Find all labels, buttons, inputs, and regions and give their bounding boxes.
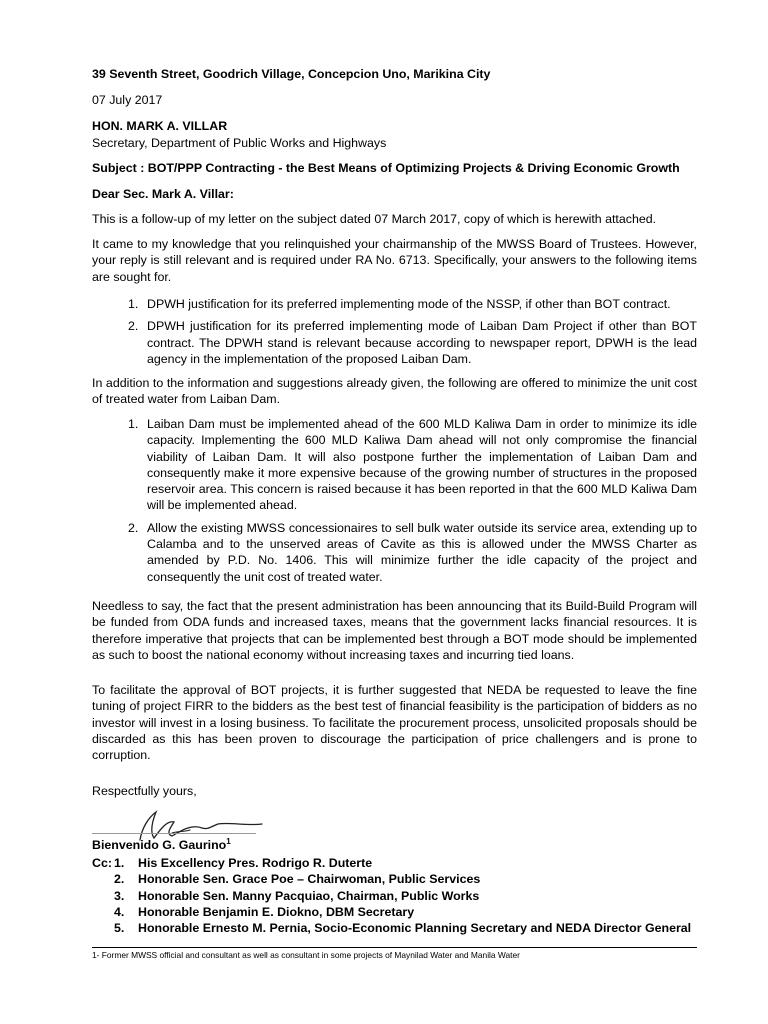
requested-items-list xyxy=(92,296,697,373)
list-item-number: 2. xyxy=(128,520,139,535)
cc-item-number: 3. xyxy=(114,888,125,903)
list-item-text: Laiban Dam must be implemented ahead of the 600 MLD Kaliwa Dam in order to minimize its idle capacity. Implementing the 600 MLD Kaliwa Dam ahead will not only compromise the financial viability of Laiban Dam. It will also postpone further the implementation of Laiban Dam and consequently make it more expensive because of the growing number of structures in the proposed reservoir area. This concern is raised because it has been reported in that the 600 MLD Kaliwa Dam will be implemented ahead. xyxy=(147,417,697,513)
signer-name xyxy=(92,834,231,853)
paragraph-4: Needless to say, the fact that the present administration has been announcing that its Build-Build Program will be funded from ODA funds and increased taxes, means that the government lacks financial resources. It is therefore imperative that projects that can be implemented best through a BOT mode should be implemented as such to boost the national economy without increasing taxes and incurring tied loans. xyxy=(92,599,697,662)
cc-item-text: Honorable Ernesto M. Pernia, Socio-Economic Planning Secretary and NEDA Director General xyxy=(138,921,692,936)
list-item-number: 2. xyxy=(128,319,139,334)
suggestions-list xyxy=(92,416,697,591)
cc-item xyxy=(92,871,697,887)
cc-item-text: Honorable Sen. Grace Poe – Chairwoman, Public Services xyxy=(138,872,481,887)
footnote-divider xyxy=(92,947,697,948)
recipient-name: HON. MARK A. VILLAR xyxy=(92,119,228,133)
cc-item xyxy=(92,904,697,920)
cc-label: Cc: xyxy=(92,856,112,870)
signer-name-text: Bienvenido G. Gaurino xyxy=(92,838,227,853)
recipient-title: Secretary, Department of Public Works and Highways xyxy=(92,136,387,150)
cc-item xyxy=(92,920,697,936)
letter-date: 07 July 2017 xyxy=(92,93,163,107)
list-item xyxy=(92,416,697,514)
paragraph-2: It came to my knowledge that you relinquished your chairmanship of the MWSS Board of Trustees. However, your reply is still relevant and is required under RA No. 6713. Specifically, your answers to the following items are sought for. xyxy=(92,237,697,284)
cc-item-text: His Excellency Pres. Rodrigo R. Duterte xyxy=(138,856,373,870)
footnote-mark: 1 xyxy=(226,837,231,846)
list-item xyxy=(92,318,697,367)
paragraph-3: In addition to the information and suggestions already given, the following are offered to minimize the unit cost of treated water from Laiban Dam. xyxy=(92,376,697,407)
list-item xyxy=(92,296,697,312)
footnote: 1- Former MWSS official and consultant as well as consultant in some projects of Maynilad Water and Manila Water xyxy=(92,950,520,960)
list-item-text: Allow the existing MWSS concessionaires to sell bulk water outside its service area, extending up to Calamba and to the unserved areas of Cavite as this is allowed under the MWSS Charter as amended by P.D. No. 1406. This will minimize further the idle capacity of the project and consequently the unit cost of treated water. xyxy=(147,520,697,584)
sender-address: 39 Seventh Street, Goodrich Village, Concepcion Uno, Marikina City xyxy=(92,67,491,81)
list-item-number: 1. xyxy=(128,417,139,431)
cc-item xyxy=(92,888,697,904)
salutation: Dear Sec. Mark A. Villar: xyxy=(92,187,234,201)
cc-list xyxy=(92,855,697,936)
cc-item-number: 1. xyxy=(114,856,125,870)
cc-item-number: 2. xyxy=(114,872,125,887)
cc-item-number: 4. xyxy=(114,904,125,919)
cc-item xyxy=(92,855,697,871)
cc-item-number: 5. xyxy=(114,921,125,936)
list-item-text: DPWH justification for its preferred implementing mode of Laiban Dam Project if other than BOT contract. The DPWH stand is relevant because according to newspaper report, DPWH is the lead agency in the implementation of the proposed Laiban Dam. xyxy=(147,319,697,366)
closing: Respectfully yours, xyxy=(92,784,197,798)
subject-line: Subject : BOT/PPP Contracting - the Best Means of Optimizing Projects & Driving Economic Growth xyxy=(92,161,680,175)
list-item-number: 1. xyxy=(128,297,139,311)
paragraph-1: This is a follow-up of my letter on the subject dated 07 March 2017, copy of which is herewith attached. xyxy=(92,212,657,226)
list-item xyxy=(92,520,697,585)
cc-item-text: Honorable Sen. Manny Pacquiao, Chairman, Public Works xyxy=(138,888,480,903)
cc-item-text: Honorable Benjamin E. Diokno, DBM Secretary xyxy=(138,904,415,919)
paragraph-5: To facilitate the approval of BOT projects, it is further suggested that NEDA be requested to leave the fine tuning of project FIRR to the bidders as the best test of financial feasibility is the participation of bidders as no investor will invest in a losing business. To facilitate the procurement process, unsolicited proposals should be discarded as this has been proven to discourage the participation of price challengers and is prone to corruption. xyxy=(92,683,697,763)
list-item-text: DPWH justification for its preferred implementing mode of the NSSP, if other than BOT contract. xyxy=(147,297,671,311)
